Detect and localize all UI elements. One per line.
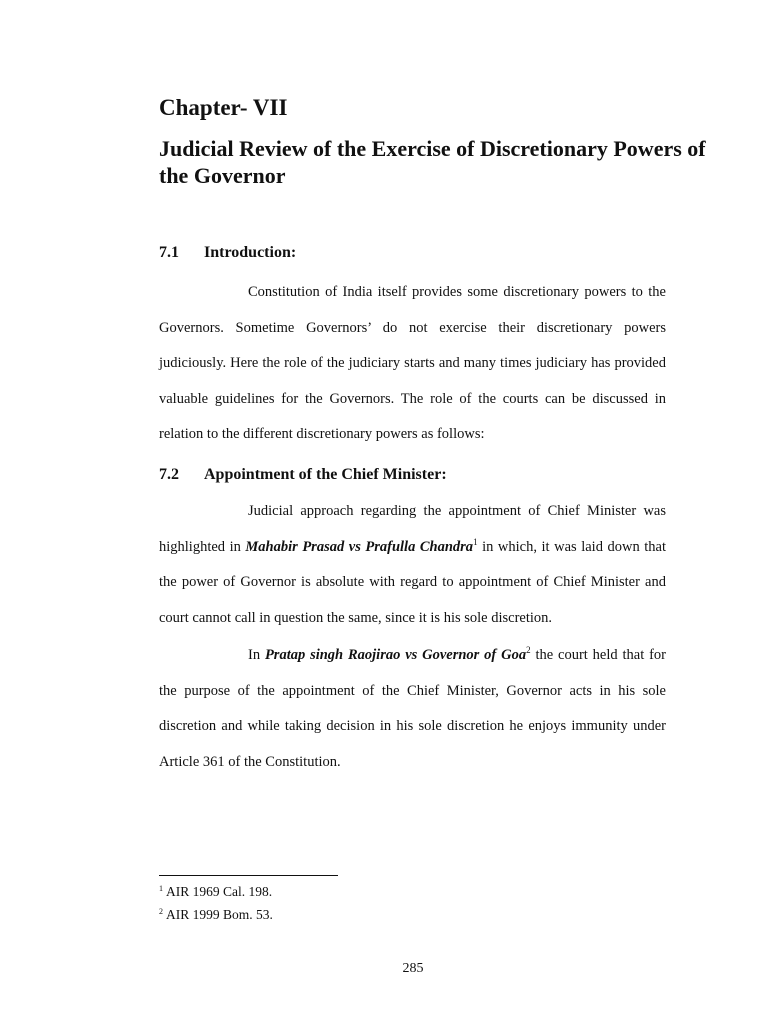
paragraph-text-after: in which, it was laid down that the power of Governor is absolute with regard to appointment of Chief Minister and court cannot call in question the same, since it is his sole discretion. — [159, 538, 666, 626]
paragraph-text-before: Judicial approach regarding the appointment of Chief Minister was highlighted in — [159, 503, 666, 555]
section-title: Appointment of the Chief Minister: — [204, 466, 447, 483]
page-number: 285 — [402, 961, 424, 976]
case-citation-mahabir: Mahabir Prasad vs Prafulla Chandra — [245, 538, 474, 555]
paragraph-text-before: In — [248, 647, 265, 663]
chapter-title: Judicial Review of the Exercise of Discretionary Powers of the Governor — [159, 136, 706, 188]
paragraph-text-after: the court held that for the purpose of the appointment of the Chief Minister, Governor acts in his sole discretion and while taking decision in his sole discretion he enjoys immunity under Article 361 of the Constitution. — [159, 647, 666, 770]
chapter-label: Chapter- VII — [159, 95, 288, 120]
footnote-ref-2[interactable]: 2 — [526, 645, 531, 656]
case-citation-pratap: Pratap singh Raojirao vs Governor of Goa — [264, 647, 527, 663]
footnote-mark: 2 — [159, 906, 163, 916]
footnote-1 — [159, 883, 272, 900]
section-title: Introduction: — [204, 244, 297, 261]
footnote-divider — [159, 875, 338, 876]
section-heading-introduction — [159, 243, 296, 263]
introduction-paragraph — [159, 275, 666, 453]
appointment-paragraph-2 — [159, 638, 666, 780]
section-number: 7.1 — [159, 244, 179, 261]
appointment-paragraph-1 — [159, 494, 666, 636]
footnote-2 — [159, 906, 273, 923]
section-heading-appointment — [159, 465, 447, 485]
section-number: 7.2 — [159, 466, 179, 483]
footnote-mark: 1 — [159, 883, 163, 893]
footnote-text: AIR 1999 Bom. 53. — [166, 907, 273, 922]
paragraph-text: Constitution of India itself provides some discretionary powers to the Governors. Sometime Governors’ do not exercise their discretionary powers judiciously. Here the role of the judiciary starts and many times judiciary has provided valuable guidelines for the Governors. The role of the courts can be discussed in relation to the different discretionary powers as follows: — [159, 284, 666, 442]
footnote-text: AIR 1969 Cal. 198. — [166, 884, 273, 899]
footnote-ref-1[interactable]: 1 — [473, 536, 478, 547]
